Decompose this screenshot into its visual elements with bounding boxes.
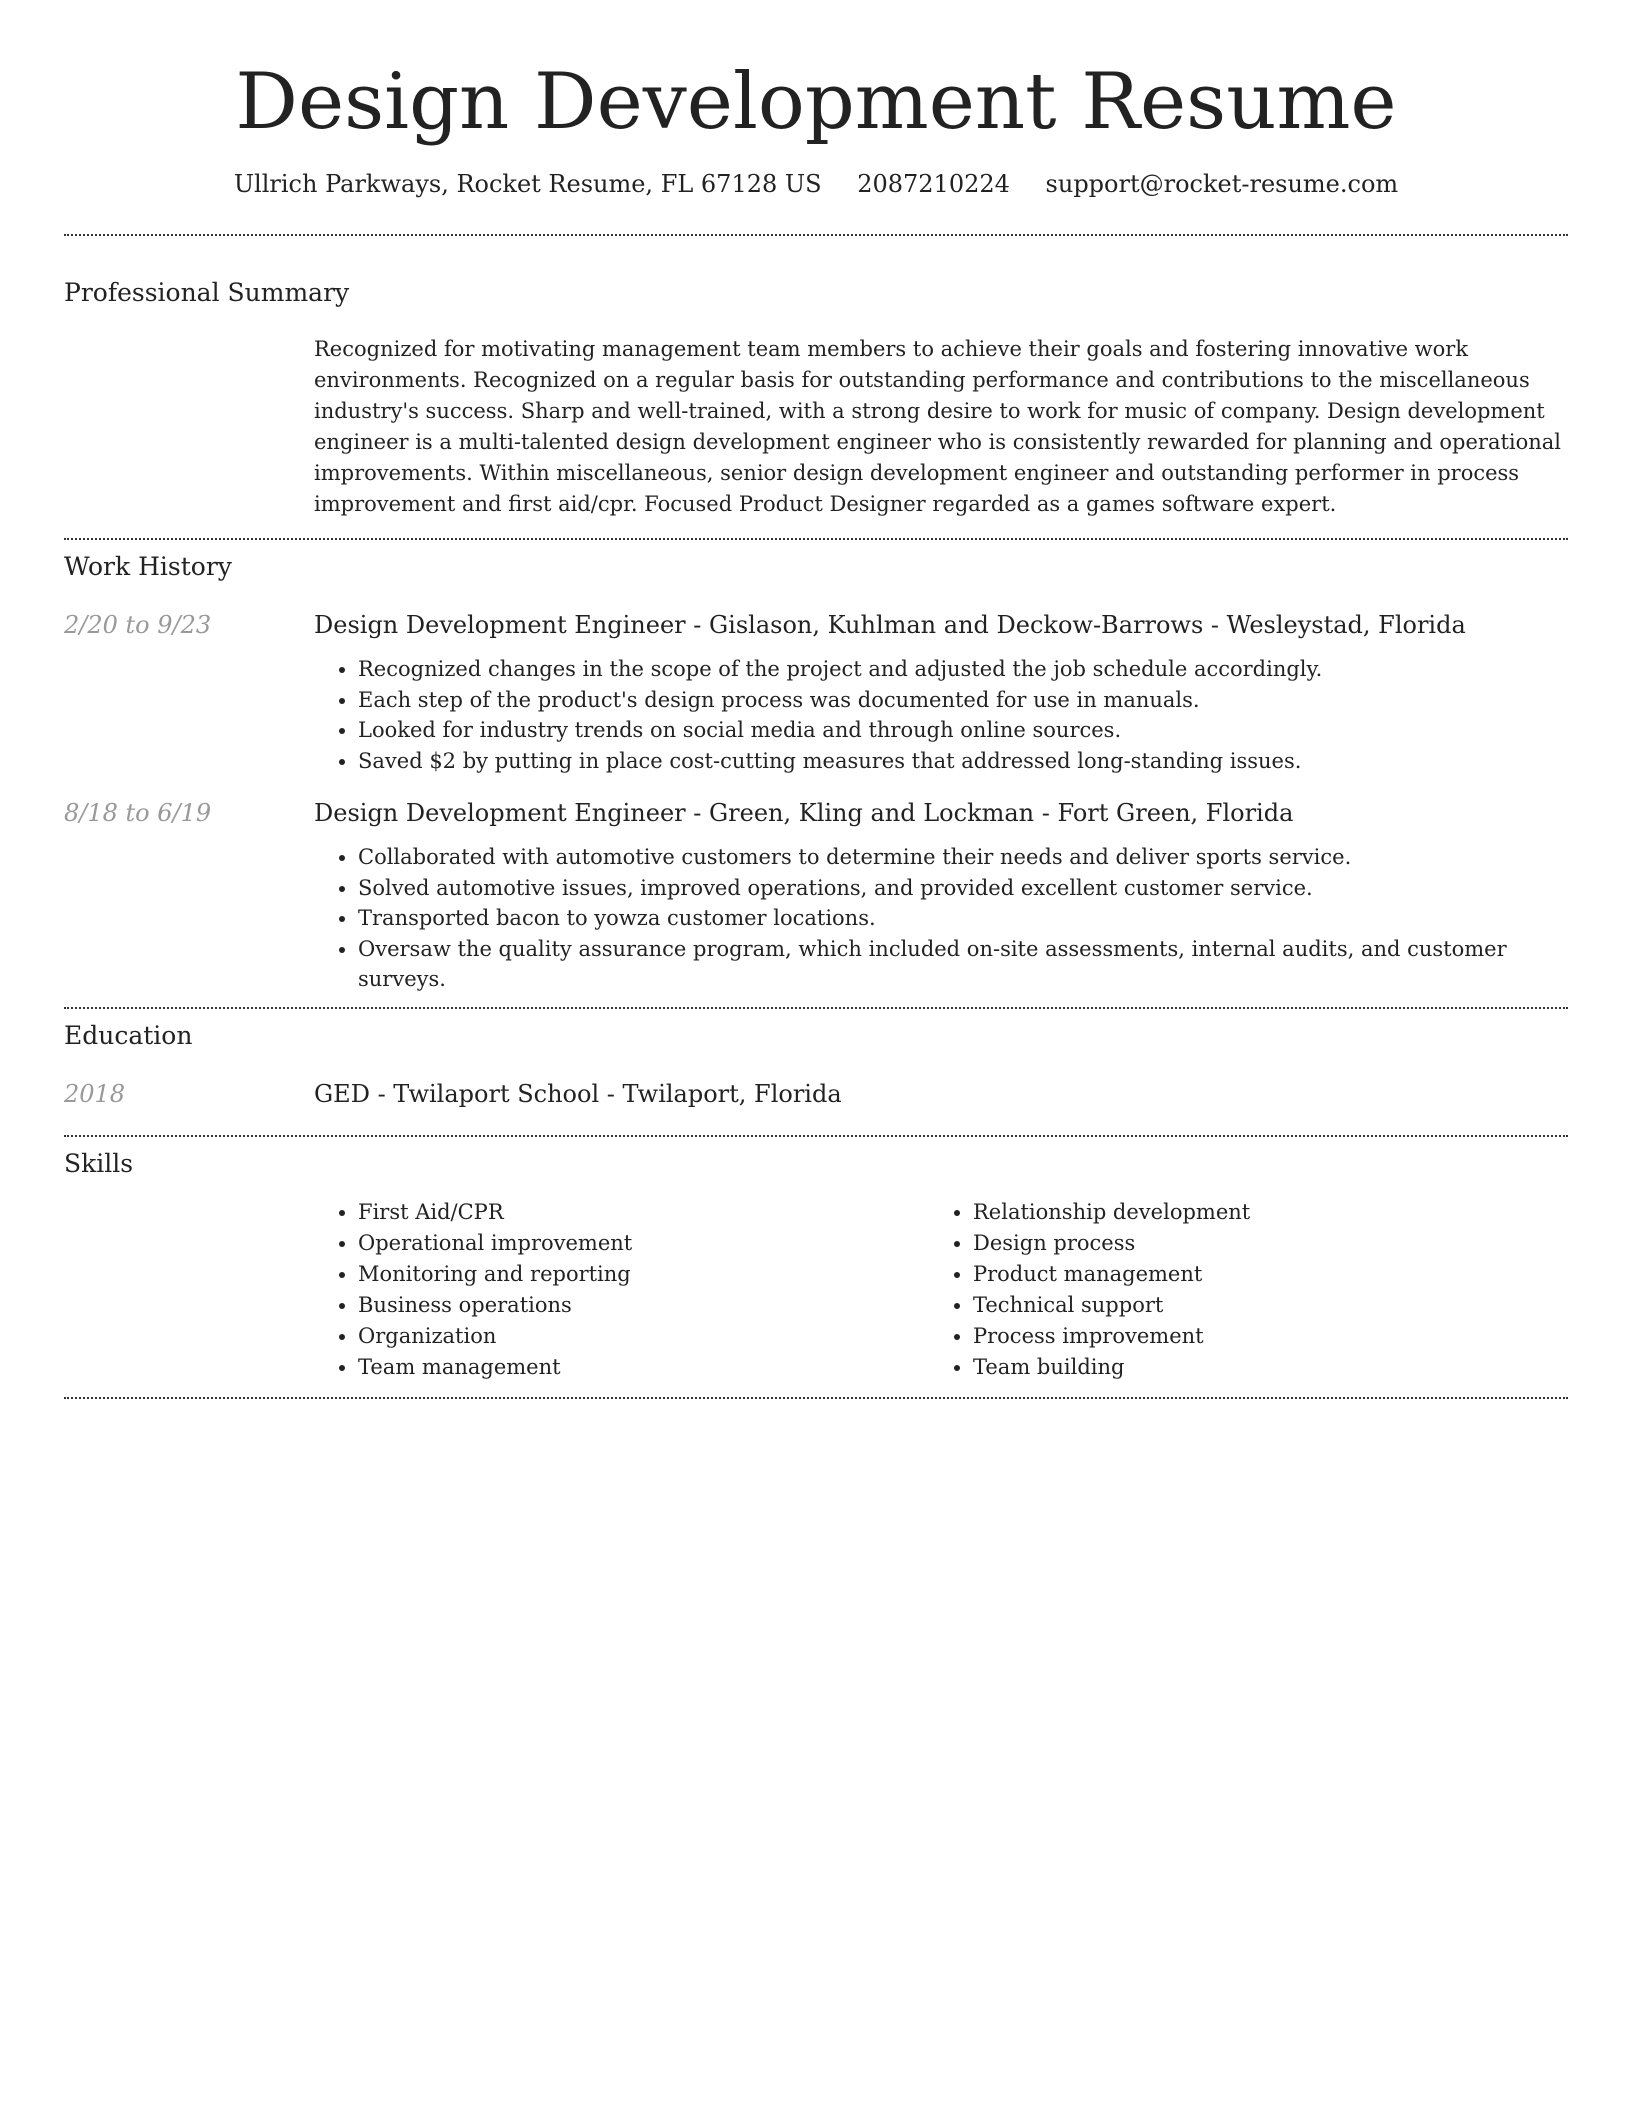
list-item: • Saved $2 by putting in place cost-cutting measures that addressed long-standing issues.: [358, 746, 1568, 777]
contact-phone: 2087210224: [857, 170, 1010, 198]
work-history-section: [64, 550, 1568, 995]
job-bullets: [314, 842, 1568, 995]
job-body: [314, 796, 1568, 995]
skills-left-column: [314, 1197, 929, 1383]
education-section-title: Education: [64, 1020, 193, 1050]
summary-text: Recognized for motivating management team members to achieve their goals and fostering innovative work environments. Recognized on a regular basis for outstanding performance and contributions to the miscellaneous industry's success. Sharp and well-trained, with a strong desire to work for music of company. Design development engineer is a multi-talented design development engineer who is consistently rewarded for planning and operational improvements. Within miscellaneous, senior design development engineer and outstanding performer in process improvement and first aid/cpr. Focused Product Designer regarded as a games software expert.: [314, 337, 1562, 516]
job-bullets: [314, 654, 1568, 776]
skill-item: • Relationship development: [973, 1197, 1543, 1228]
skill-item: • Technical support: [973, 1290, 1543, 1321]
skills-columns: [314, 1197, 1568, 1383]
skill-item: • Process improvement: [973, 1321, 1543, 1352]
skill-item: • Team management: [358, 1352, 929, 1383]
skill-item: • First Aid/CPR: [358, 1197, 929, 1228]
job-heading: Design Development Engineer - Green, Kling and Lockman - Fort Green, Florida: [314, 799, 1294, 827]
list-item: • Solved automotive issues, improved operations, and provided excellent customer service.: [358, 873, 1568, 904]
skill-item: • Business operations: [358, 1290, 929, 1321]
job-entry: [64, 796, 1568, 995]
divider: [64, 234, 1568, 236]
skills-right-column: [929, 1197, 1543, 1383]
job-entry: [64, 608, 1568, 776]
skills-section-title: Skills: [64, 1148, 134, 1178]
work-section-title: Work History: [64, 552, 232, 581]
divider: [64, 1397, 1568, 1399]
list-item: • Transported bacon to yowza customer locations.: [358, 903, 1568, 934]
divider: [64, 538, 1568, 540]
resume-page: [64, 0, 1568, 1399]
divider: [64, 1135, 1568, 1137]
job-dates: 8/18 to 6/19: [64, 799, 212, 827]
job-body: [314, 608, 1568, 776]
divider: [64, 1007, 1568, 1009]
education-date: 2018: [64, 1079, 126, 1108]
education-section: [64, 1019, 1568, 1111]
list-item: • Oversaw the quality assurance program, which included on-site assessments, internal audits, and customer surveys.: [358, 934, 1568, 995]
summary-section-title: Professional Summary: [64, 278, 350, 307]
skill-item: • Team building: [973, 1352, 1543, 1383]
list-item: • Each step of the product's design process was documented for use in manuals.: [358, 685, 1568, 716]
contact-line: [64, 168, 1568, 200]
list-item: • Recognized changes in the scope of the project and adjusted the job schedule accordingly.: [358, 654, 1568, 685]
education-heading: GED - Twilaport School - Twilaport, Florida: [314, 1079, 842, 1108]
skill-item: • Organization: [358, 1321, 929, 1352]
list-item: • Looked for industry trends on social media and through online sources.: [358, 715, 1568, 746]
education-body: [314, 1077, 1568, 1111]
skill-item: • Operational improvement: [358, 1228, 929, 1259]
contact-address: Ullrich Parkways, Rocket Resume, FL 67128 US: [233, 170, 822, 198]
contact-email: support@rocket-resume.com: [1045, 170, 1399, 198]
job-dates: 2/20 to 9/23: [64, 611, 212, 639]
resume-title: Design Development Resume: [235, 57, 1397, 147]
job-heading: Design Development Engineer - Gislason, Kuhlman and Deckow-Barrows - Wesleystad, Florida: [314, 611, 1466, 639]
skills-section: [64, 1147, 1568, 1383]
skill-item: • Design process: [973, 1228, 1543, 1259]
skill-item: • Monitoring and reporting: [358, 1259, 929, 1290]
education-entry: [64, 1077, 1568, 1111]
list-item: • Collaborated with automotive customers to determine their needs and deliver sports service.: [358, 842, 1568, 873]
skill-item: • Product management: [973, 1259, 1543, 1290]
